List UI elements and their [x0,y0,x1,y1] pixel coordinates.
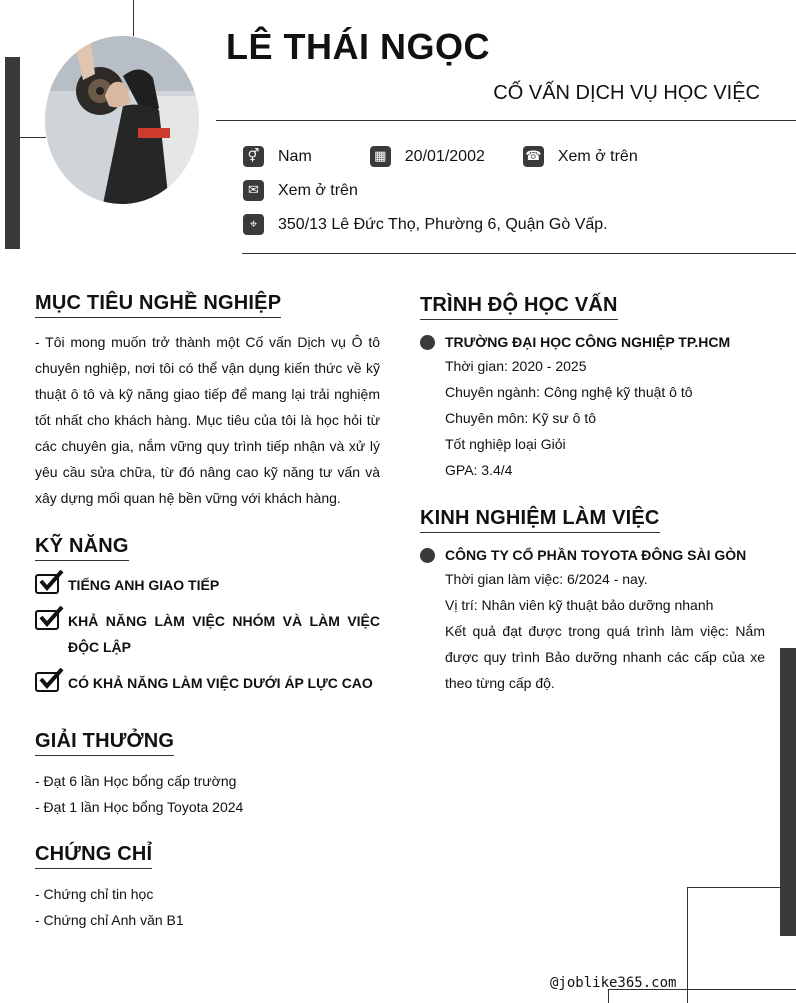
education-title: TRÌNH ĐỘ HỌC VẤN [420,294,618,320]
header-divider [216,120,796,121]
experience-detail: Vị trí: Nhân viên kỹ thuật bảo dưỡng nhanh [445,597,714,613]
decor-bottom-box-left [687,887,688,1003]
info-row-3 [243,214,608,235]
objective-text [35,329,380,511]
experience-result-line: theo từng cấp độ. [445,675,555,691]
mail-icon: ✉ [243,180,264,201]
phone-item [523,146,638,167]
objective-title: MỤC TIÊU NGHỀ NGHIỆP [35,292,281,318]
experience-details [445,566,765,696]
education-details [445,353,693,483]
job-position: CỐ VẤN DỊCH VỤ HỌC VIỆC [493,82,760,104]
phone-value: Xem ở trên [557,147,638,165]
avatar [45,36,199,204]
skill-item [35,670,380,696]
objective-line: chuyên nghiệp, nơi tôi có thể vận dụng kiến thức về kỹ [35,360,380,376]
experience-result-line: được quy trình Bảo dưỡng nhanh các cấp của xe [445,649,765,665]
decor-bottom-box-top [688,887,781,888]
info-row-1 [243,146,676,167]
decor-top-line [133,0,134,36]
objective-line: - Tôi mong muốn trở thành một Cố vấn Dịch vụ Ô tô [35,334,380,350]
objective-line: tốt nhất cho khách hàng. Mục tiêu của tôi là học hỏi từ [35,412,380,428]
education-detail: Chuyên ngành: Công nghệ kỹ thuật ô tô [445,384,693,400]
phone-icon: ☎ [523,146,544,167]
gender-item [243,146,312,167]
birthday-value: 20/01/2002 [404,147,485,165]
education-bullet [420,335,435,350]
objective-line: xây dựng mối quan hệ bền vững với khách hàng. [35,490,341,506]
calendar-icon: ▦ [370,146,391,167]
experience-detail: Thời gian làm việc: 6/2024 - nay. [445,571,648,587]
checkbox-checked-icon [35,610,59,630]
school-name: TRƯỜNG ĐẠI HỌC CÔNG NGHIỆP TP.HCM [445,334,731,350]
watermark: @joblike365.com [550,975,677,991]
location-pin-icon: ⌖ [243,214,264,235]
company-name: CÔNG TY CỔ PHẦN TOYOTA ĐÔNG SÀI GÒN [445,547,747,563]
email-value: Xem ở trên [278,181,358,199]
education-detail: Tốt nghiệp loại Giỏi [445,436,566,452]
experience-result-line: Kết quả đạt được trong quá trình làm việc: Nắm [445,623,765,639]
objective-line: thuật ô tô và kỹ năng giao tiếp để mang lại trải nghiệm [35,386,380,402]
decor-left-tick [20,137,46,138]
certificates-title: CHỨNG CHỈ [35,843,152,869]
skill-item [35,608,380,660]
skill-label: KHẢ NĂNG LÀM VIỆC NHÓM VÀ LÀM VIỆC ĐỘC LẬP [68,613,380,655]
info-divider [242,253,796,254]
avatar-photo [45,36,199,204]
skill-item [35,572,380,598]
decor-right-bar [780,648,796,936]
objective-line: yêu cầu sửa chữa, từ đó nâng cao kỹ năng tư vấn và [35,464,380,480]
gender-value: Nam [278,147,312,165]
skill-label: TIẾNG ANH GIAO TIẾP [68,577,220,593]
objective-line: các chuyên gia, nắm vững quy trình tiếp nhận và xử lý [35,438,380,454]
info-row-2 [243,180,358,201]
award-item: - Đạt 1 lần Học bổng Toyota 2024 [35,799,244,815]
certificate-item: - Chứng chỉ tin học [35,886,154,902]
checkbox-checked-icon [35,672,59,692]
experience-bullet [420,548,435,563]
skill-label: CÓ KHẢ NĂNG LÀM VIỆC DƯỚI ÁP LỰC CAO [68,675,373,691]
education-detail: Chuyên môn: Kỹ sư ô tô [445,410,596,426]
checkbox-checked-icon [35,574,59,594]
decor-bottom-tick [608,989,609,1003]
experience-title: KINH NGHIỆM LÀM VIỆC [420,507,660,533]
skills-title: KỸ NĂNG [35,535,129,561]
award-item: - Đạt 6 lần Học bổng cấp trường [35,773,237,789]
certificate-item: - Chứng chỉ Anh văn B1 [35,912,184,928]
awards-title: GIẢI THƯỞNG [35,730,174,756]
education-detail: GPA: 3.4/4 [445,462,513,478]
education-detail: Thời gian: 2020 - 2025 [445,358,587,374]
birthday-item [370,146,485,167]
address-value: 350/13 Lê Đức Thọ, Phường 6, Quận Gò Vấp. [278,215,608,233]
gender-icon: ⚥ [243,146,264,167]
candidate-name: LÊ THÁI NGỌC [226,26,490,67]
